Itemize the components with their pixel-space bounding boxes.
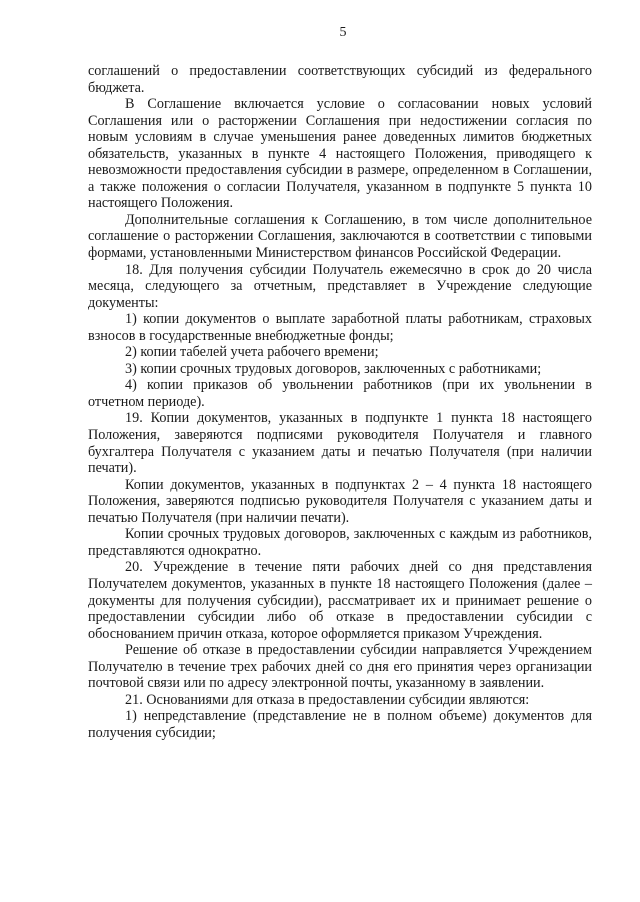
- paragraph-item-19-contracts: Копии срочных трудовых договоров, заключенных с каждым из работников, представляются однократно.: [88, 526, 592, 559]
- paragraph-item-18: 18. Для получения субсидии Получатель ежемесячно в срок до 20 числа месяца, следующего за отчетным, представляет в Учреждение следующие документы:: [88, 261, 592, 311]
- paragraph-item-18-2: 2) копии табелей учета рабочего времени;: [125, 344, 379, 361]
- paragraph-item-21: 21. Основаниями для отказа в предоставлении субсидии являются:: [125, 691, 530, 708]
- paragraph-item-18-1: 1) копии документов о выплате заработной платы работникам, страховых взносов в государственные внебюджетные фонды;: [88, 311, 592, 344]
- page-number: 5: [339, 25, 347, 40]
- paragraph-item-18-3: 3) копии срочных трудовых договоров, заключенных с работниками;: [125, 360, 542, 377]
- paragraph-item-20: 20. Учреждение в течение пяти рабочих дней со дня представления Получателем документов, указанных в пункте 18 настоящего Положения (далее – документы для получения субсидии), рассматривает их и принимает решение о предоставлении субсидии либо об отказе в предоставлении субсидии с обоснованием причин отказа, которое оформляется приказом Учреждения.: [88, 559, 592, 642]
- document-page: [88, 24, 592, 741]
- paragraph-continuation: соглашений о предоставлении соответствующих субсидий из федерального бюджета.: [88, 63, 592, 96]
- document-body: [88, 63, 592, 741]
- paragraph-item-19-copies: Копии документов, указанных в подпунктах 2 – 4 пункта 18 настоящего Положения, заверяются подписью руководителя Получателя с указанием даты и печатью Получателя (при наличии печати).: [88, 476, 592, 526]
- paragraph-item-19: 19. Копии документов, указанных в подпункте 1 пункта 18 настоящего Положения, заверяются подписями руководителя Получателя и главного бухгалтера Получателя с указанием даты и печатью Получателя (при наличии печати).: [88, 410, 592, 477]
- paragraph-item-20-refusal: Решение об отказе в предоставлении субсидии направляется Учреждением Получателю в течение трех рабочих дней со дня его принятия через организации почтовой связи или по адресу электронной почты, указанному в заявлении.: [88, 642, 592, 692]
- paragraph-agreement-condition: В Соглашение включается условие о согласовании новых условий Соглашения или о расторжении Соглашения при недостижении согласия по новым условиям в случае уменьшения ранее доведенных лимитов бюджетных обязательств, указанных в пункте 4 настоящего Положения, приводящего к невозможности предоставления субсидии в размере, определенном в Соглашении, а также положения о согласии Получателя, указанном в подпункте 5 пункта 10 настоящего Положения.: [88, 96, 592, 212]
- paragraph-additional-agreements: Дополнительные соглашения к Соглашению, в том числе дополнительное соглашение о расторжении Соглашения, заключаются в соответствии с типовыми формами, установленными Министерством финансов Российской Федерации.: [88, 211, 592, 262]
- paragraph-item-21-1: 1) непредставление (представление не в полном объеме) документов для получения субсидии;: [88, 708, 592, 741]
- paragraph-item-18-4: 4) копии приказов об увольнении работников (при их увольнении в отчетном периоде).: [88, 377, 592, 410]
